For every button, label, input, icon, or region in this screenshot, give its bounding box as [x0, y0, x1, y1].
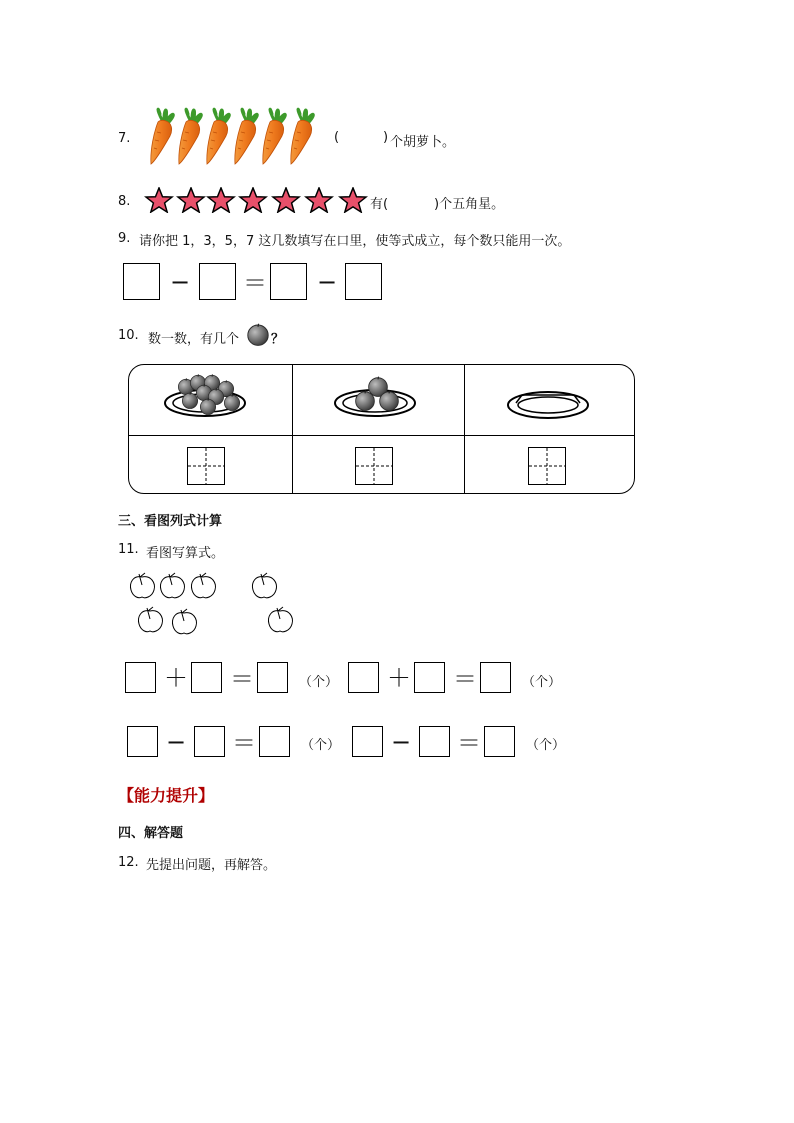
minus-sign: − [391, 728, 412, 756]
answer-box[interactable] [127, 726, 158, 757]
answer-box[interactable] [352, 726, 383, 757]
answer-blank-close: ) [383, 130, 389, 145]
answer-box[interactable] [419, 726, 450, 757]
star-icon [271, 187, 301, 213]
equals-sign: ＝ [230, 665, 254, 693]
apple-sketch-icon [157, 571, 187, 601]
star-icon [144, 187, 174, 213]
answer-grid[interactable] [355, 447, 393, 485]
answer-box[interactable] [125, 662, 156, 693]
question-text: 数一数，有几个 [148, 332, 240, 347]
ability-heading: 【能力提升】 [118, 786, 215, 805]
answer-blank[interactable] [346, 130, 382, 146]
answer-box[interactable] [484, 726, 515, 757]
unit-label: （个） [522, 675, 562, 690]
star-icon [338, 187, 368, 213]
question-text: )个五角星。 [434, 197, 505, 212]
answer-box[interactable] [259, 726, 290, 757]
answer-box[interactable] [199, 263, 236, 300]
plate-with-apples [333, 369, 423, 429]
question-text: ？ [271, 332, 285, 347]
answer-grid[interactable] [528, 447, 566, 485]
carrot-row [148, 106, 323, 168]
carrot-icon [232, 106, 262, 168]
star-icon [238, 187, 268, 213]
equals-sign: ＝ [457, 729, 481, 757]
carrot-icon [288, 106, 318, 168]
equals-sign: ＝ [232, 729, 256, 757]
apple-icon [246, 321, 270, 347]
minus-sign: − [317, 268, 338, 296]
answer-box[interactable] [257, 662, 288, 693]
counting-table [128, 364, 635, 494]
answer-blank-open: ( [334, 130, 340, 145]
equals-sign: ＝ [243, 269, 267, 297]
answer-box[interactable] [270, 263, 307, 300]
answer-grid[interactable] [187, 447, 225, 485]
table-divider [129, 435, 634, 436]
plus-sign: ＋ [164, 664, 188, 692]
star-icon [176, 187, 206, 213]
apple-sketch-icon [169, 607, 199, 637]
plus-sign: ＋ [387, 664, 411, 692]
question-number: 7. [118, 131, 131, 146]
answer-box[interactable] [414, 662, 445, 693]
answer-blank[interactable] [398, 193, 432, 209]
equals-sign: ＝ [453, 665, 477, 693]
unit-label: （个） [299, 675, 339, 690]
apple-sketch-icon [265, 605, 295, 635]
answer-box[interactable] [348, 662, 379, 693]
carrot-icon [176, 106, 206, 168]
question-text: 先提出问题，再解答。 [146, 858, 277, 873]
apple-sketch-icon [135, 605, 165, 635]
star-icon [304, 187, 334, 213]
section-title: 三、看图列式计算 [118, 514, 223, 529]
star-icon [206, 187, 236, 213]
answer-box[interactable] [191, 662, 222, 693]
section-title: 四、解答题 [118, 826, 184, 841]
question-number: 12. [118, 855, 139, 870]
question-text: 有( [370, 197, 389, 212]
unit-label: （个） [301, 738, 341, 753]
apple-sketch-icon [249, 571, 279, 601]
table-divider [292, 365, 293, 493]
table-divider [464, 365, 465, 493]
star-row [144, 187, 370, 215]
question-text: 个胡萝卜。 [390, 135, 456, 150]
carrot-icon [148, 106, 178, 168]
plate-with-apples [163, 369, 253, 429]
sketch-apples [125, 567, 305, 639]
apple-sketch-icon [127, 571, 157, 601]
answer-box[interactable] [345, 263, 382, 300]
answer-box[interactable] [194, 726, 225, 757]
question-text: 请你把 1，3，5，7 这几数填写在口里，使等式成立，每个数只能用一次。 [139, 234, 571, 249]
question-number: 10. [118, 328, 139, 343]
empty-plate [504, 377, 594, 427]
answer-box[interactable] [123, 263, 160, 300]
apple-sketch-icon [188, 571, 218, 601]
question-number: 9. [118, 231, 131, 246]
question-text: 看图写算式。 [146, 546, 225, 561]
minus-sign: − [170, 268, 191, 296]
question-number: 8. [118, 194, 131, 209]
minus-sign: − [166, 728, 187, 756]
carrot-icon [260, 106, 290, 168]
answer-box[interactable] [480, 662, 511, 693]
carrot-icon [204, 106, 234, 168]
question-number: 11. [118, 542, 139, 557]
unit-label: （个） [526, 738, 566, 753]
